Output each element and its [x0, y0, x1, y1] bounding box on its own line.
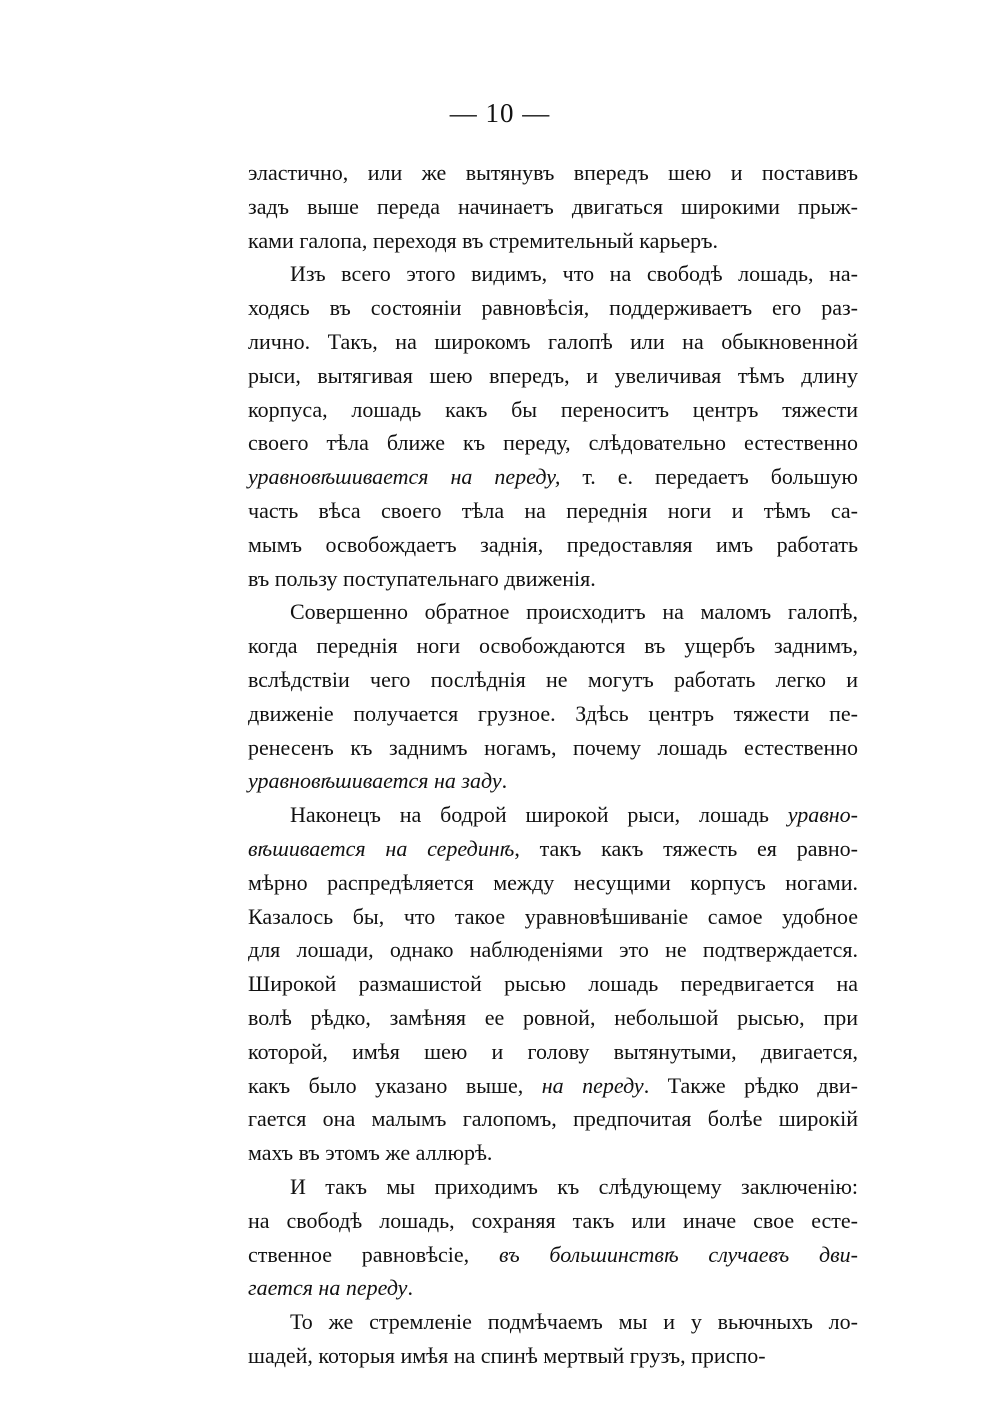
text-line [248, 933, 858, 967]
text-segment: т. е. передаетъ большую [560, 464, 858, 490]
paragraph [248, 1305, 858, 1373]
text-line [248, 426, 858, 460]
text-line [248, 325, 858, 359]
italic-text: уравно- [787, 802, 858, 828]
text-segment: своего тѣла ближе къ переду, слѣдовательно естественно [248, 430, 858, 456]
text-line [248, 528, 858, 562]
paragraph [248, 595, 858, 798]
text-segment: часть вѣса своего тѣла на переднія ноги и тѣмъ са- [248, 497, 858, 523]
text-segment: рыси, вытягивая шею впередъ, и увеличивая тѣмъ длину [248, 362, 858, 388]
text-line [248, 1238, 858, 1272]
text-line [248, 190, 858, 224]
text-segment: , такъ какъ тяжесть ея равно- [514, 835, 858, 861]
text-line [248, 1035, 858, 1069]
italic-text: на переду [541, 1072, 644, 1098]
text-segment: мѣрно распредѣляется между несущими корпусъ ногами. [248, 869, 858, 895]
text-segment: Совершенно обратное происходитъ на маломъ галопѣ, [290, 599, 858, 625]
paragraph [248, 1170, 858, 1305]
text-line [248, 393, 858, 427]
text-segment: которой, имѣя шею и голову вытянутыми, двигается, [248, 1038, 858, 1064]
text-line [248, 359, 858, 393]
italic-text: въ большинствѣ случаевъ дви- [498, 1241, 858, 1267]
text-segment: когда переднія ноги освобождаются въ ущербъ заднимъ, [248, 633, 858, 659]
text-segment: эластично, или же вытянувъ впередъ шею и поставивъ [248, 160, 858, 185]
text-line [248, 257, 858, 291]
text-line [248, 156, 858, 190]
text-line [248, 224, 858, 258]
text-segment: . [501, 768, 508, 794]
text-line [248, 1001, 858, 1035]
text-line [248, 1136, 858, 1170]
text-segment: вслѣдствіи чего послѣднія не могутъ работать легко и [248, 666, 858, 692]
text-line [248, 663, 858, 697]
italic-text: гается на переду [248, 1275, 408, 1301]
text-segment: . [407, 1275, 413, 1301]
text-segment: И такъ мы приходимъ къ слѣдующему заключенію: [290, 1173, 858, 1199]
text-segment: корпуса, лошадь какъ бы переноситъ центръ тяжести [248, 396, 858, 422]
paragraph [248, 156, 858, 257]
italic-text: вѣшивается на серединѣ [248, 835, 515, 861]
text-line [248, 1204, 858, 1238]
italic-text: уравновѣшивается на переду, [248, 464, 561, 490]
paragraph [248, 257, 858, 595]
text-segment: гается она малымъ галопомъ, предпочитая болѣе широкій [248, 1106, 858, 1132]
text-line [248, 764, 858, 798]
text-segment: шадей, которыя имѣя на спинѣ мертвый грузъ, приспо- [248, 1342, 766, 1368]
text-segment: для лошади, однако наблюденіями это не подтверждается. [248, 937, 858, 963]
text-line [248, 866, 858, 900]
text-segment: ходясь въ состояніи равновѣсія, поддерживаетъ его раз- [248, 295, 858, 321]
text-line [248, 494, 858, 528]
text-segment: ственное равновѣсіе, [248, 1241, 499, 1267]
text-line [248, 562, 858, 596]
text-line [248, 697, 858, 731]
text-line [248, 1170, 858, 1204]
text-segment: движеніе получается грузное. Здѣсь центръ тяжести пе- [248, 700, 858, 726]
text-line [248, 731, 858, 765]
text-line [248, 1305, 858, 1339]
text-line [248, 967, 858, 1001]
text-segment: То же стремленіе подмѣчаемъ мы и у вьючныхъ ло- [290, 1309, 858, 1335]
text-line [248, 1069, 858, 1103]
text-line [248, 798, 858, 832]
text-segment: въ пользу поступательнаго движенія. [248, 565, 596, 591]
text-segment: Широкой размашистой рысью лошадь передвигается на [248, 971, 858, 997]
text-segment: мымъ освобождаетъ заднія, предоставляя имъ работать [248, 531, 858, 557]
paragraph [248, 798, 858, 1170]
page-number: — 10 — [449, 98, 551, 128]
italic-text: уравновѣшивается на заду [248, 768, 502, 794]
text-segment: какъ было указано выше, [248, 1072, 542, 1098]
text-line [248, 1102, 858, 1136]
body-text [248, 156, 858, 1373]
text-line [248, 460, 858, 494]
text-segment: Изъ всего этого видимъ, что на свободѣ лошадь, на- [290, 261, 858, 287]
text-segment: Казалось бы, что такое уравновѣшиваніе самое удобное [248, 903, 858, 929]
text-line [248, 832, 858, 866]
text-segment: ками галопа, переходя въ стремительный карьеръ. [248, 227, 719, 253]
text-segment: волѣ рѣдко, замѣняя ее ровной, небольшой рысью, при [248, 1004, 858, 1030]
text-line [248, 1339, 858, 1373]
text-line [248, 595, 858, 629]
text-segment: . Также рѣдко дви- [643, 1072, 858, 1098]
text-segment: ренесенъ къ заднимъ ногамъ, почему лошадь естественно [248, 734, 858, 760]
text-line [248, 900, 858, 934]
text-segment: Наконецъ на бодрой широкой рыси, лошадь [290, 802, 788, 828]
text-line [248, 291, 858, 325]
text-segment: лично. Такъ, на широкомъ галопѣ или на обыкновенной [248, 328, 858, 354]
text-segment: задъ выше передa начинаетъ двигаться широкими прыж- [248, 193, 858, 219]
text-segment: махъ въ этомъ же аллюрѣ. [248, 1140, 493, 1166]
text-line [248, 629, 858, 663]
text-segment: на свободѣ лошадь, сохраняя такъ или иначе свое есте- [248, 1207, 858, 1233]
text-line [248, 1271, 858, 1305]
